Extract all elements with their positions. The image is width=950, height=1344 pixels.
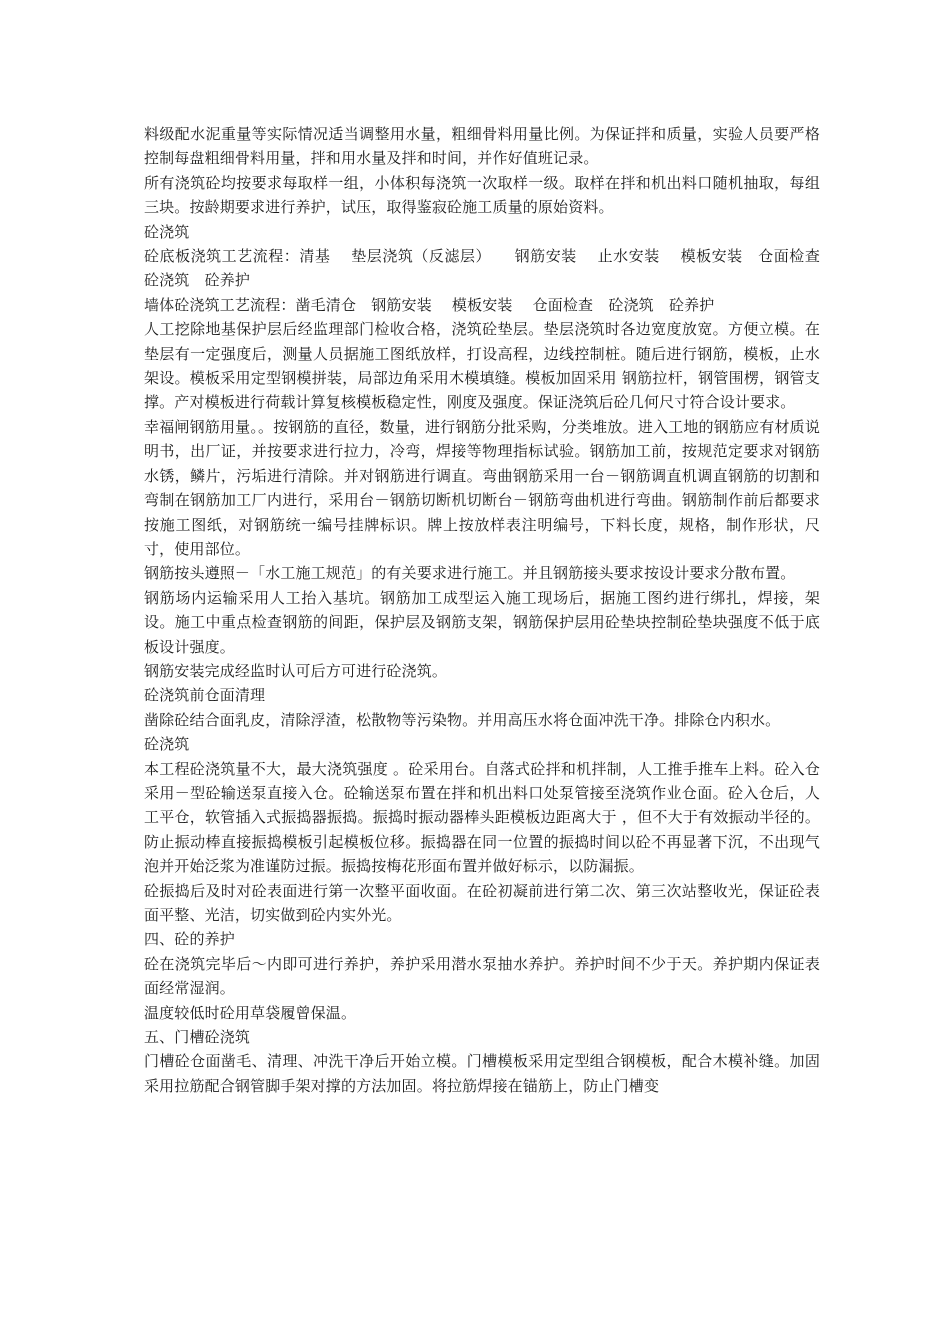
paragraph: 砼振捣后及时对砼表面进行第一次整平面收面。在砼初凝前进行第二次、第三次站整收光，保证砼表面平整、光洁，切实做到砼内实外光。 [144, 881, 820, 924]
section-heading: 四、砼的养护 [144, 930, 235, 949]
paragraph: 人工挖除地基保护层后经监理部门检收合格，浇筑砼垫层。垫层浇筑时各边宽度放宽。方便立模。在垫层有一定强度后，测量人员据施工图纸放样，打设高程，边线控制桩。随后进行钢筋，模板，止水架设。模板采用定型钢模拼装，局部边角采用木模填缝。模板加固采用 钢筋拉杆，钢管围楞，钢管支撑。产对模板进行荷载计算复核模板稳定性，刚度及强度。保证浇筑后砼几何尺寸符合设计要求。 [144, 320, 820, 412]
document-body [144, 122, 841, 1098]
process-flow-wall: 墙体砼浇筑工艺流程：凿毛清仓 钢筋安装 模板安装 仓面检查 砼浇筑 砼养护 [144, 295, 715, 314]
section-heading: 五、门槽砼浇筑 [144, 1028, 251, 1047]
paragraph: 料级配水泥重量等实际情况适当调整用水量，粗细骨料用量比例。为保证拌和质量，实验人员要严格控制每盘粗细骨料用量，拌和用水量及拌和时间，并作好值班记录。 [144, 125, 820, 168]
paragraph: 温度较低时砼用草袋履曾保温。 [144, 1003, 357, 1022]
section-heading: 砼浇筑前仓面清理 [144, 686, 266, 705]
process-flow-floor: 砼底板浇筑工艺流程：清基 垫层浇筑（反滤层） 钢筋安装 止水安装 模板安装 仓面检查 砼浇筑 砼养护 [144, 247, 841, 290]
paragraph: 钢筋安装完成经监时认可后方可进行砼浇筑。 [144, 661, 448, 680]
paragraph: 凿除砼结合面乳皮，清除浮渣，松散物等污染物。并用高压水将仓面冲洗干净。排除仓内积水。 [144, 710, 781, 729]
paragraph: 砼在浇筑完毕后～内即可进行养护，养护采用潜水泵抽水养护。养护时间不少于天。养护期内保证表面经常湿润。 [144, 954, 820, 998]
paragraph: 门槽砼仓面凿毛、清理、冲洗干净后开始立模。门槽模板采用定型组合钢模板，配合木模补缝。加固采用拉筋配合钢管脚手架对撑的方法加固。将拉筋焊接在锚筋上，防止门槽变 [144, 1052, 820, 1095]
paragraph: 幸福闸钢筋用量。。按钢筋的直径，数量，进行钢筋分批采购，分类堆放。进入工地的钢筋应有材质说明书，出厂证，并按要求进行拉力，冷弯，焊接等物理指标试验。钢筋加工前，按规范定要求对钢筋水锈，鳞片，污垢进行清除。并对钢筋进行调直。弯曲钢筋采用一台－钢筋调直机调直钢筋的切割和弯制在钢筋加工厂内进行，采用台－钢筋切断机切断台－钢筋弯曲机进行弯曲。钢筋制作前后都要求按施工图纸，对钢筋统一编号挂牌标识。牌上按放样表注明编号，下料长度，规格，制作形状，尺寸，使用部位。 [144, 417, 820, 558]
section-heading: 砼浇筑 [144, 222, 190, 241]
paragraph: 钢筋按头遵照－「水工施工规范」的有关要求进行施工。并且钢筋接头要求按设计要求分散布置。 [144, 564, 796, 583]
paragraph: 所有浇筑砼均按要求每取样一组，小体积每浇筑一次取样一级。取样在拌和机出料口随机抽取，每组三块。按龄期要求进行养护，试压，取得鉴寂砼施工质量的原始资料。 [144, 173, 820, 217]
section-heading: 砼浇筑 [144, 735, 190, 754]
paragraph: 本工程砼浇筑量不大，最大浇筑强度 。砼采用台。自落式砼拌和机拌制，人工推手推车上料。砼入仓采用－型砼输送泵直接入仓。砼输送泵布置在拌和机出料口处泵管接至浇筑作业仓面。砼入仓后，人工平仓，软管插入式振捣器振捣。振捣时振动器棒头距模板边距离大于 ，但不大于有效振动半径的。防止振动棒直接振捣模板引起模板位移。振捣器在同一位置的振捣时间以砼不再显著下沉，不出现气泡并开始泛浆为准谨防过振。振捣按梅花形面布置并做好标示，以防漏振。 [144, 759, 820, 876]
paragraph: 钢筋场内运输采用人工抬入基坑。钢筋加工成型运入施工现场后，据施工图约进行绑扎，焊接，架设。施工中重点检查钢筋的间距，保护层及钢筋支架，钢筋保护层用砼垫块控制砼垫块强度不低于底板设计强度。 [144, 588, 820, 656]
